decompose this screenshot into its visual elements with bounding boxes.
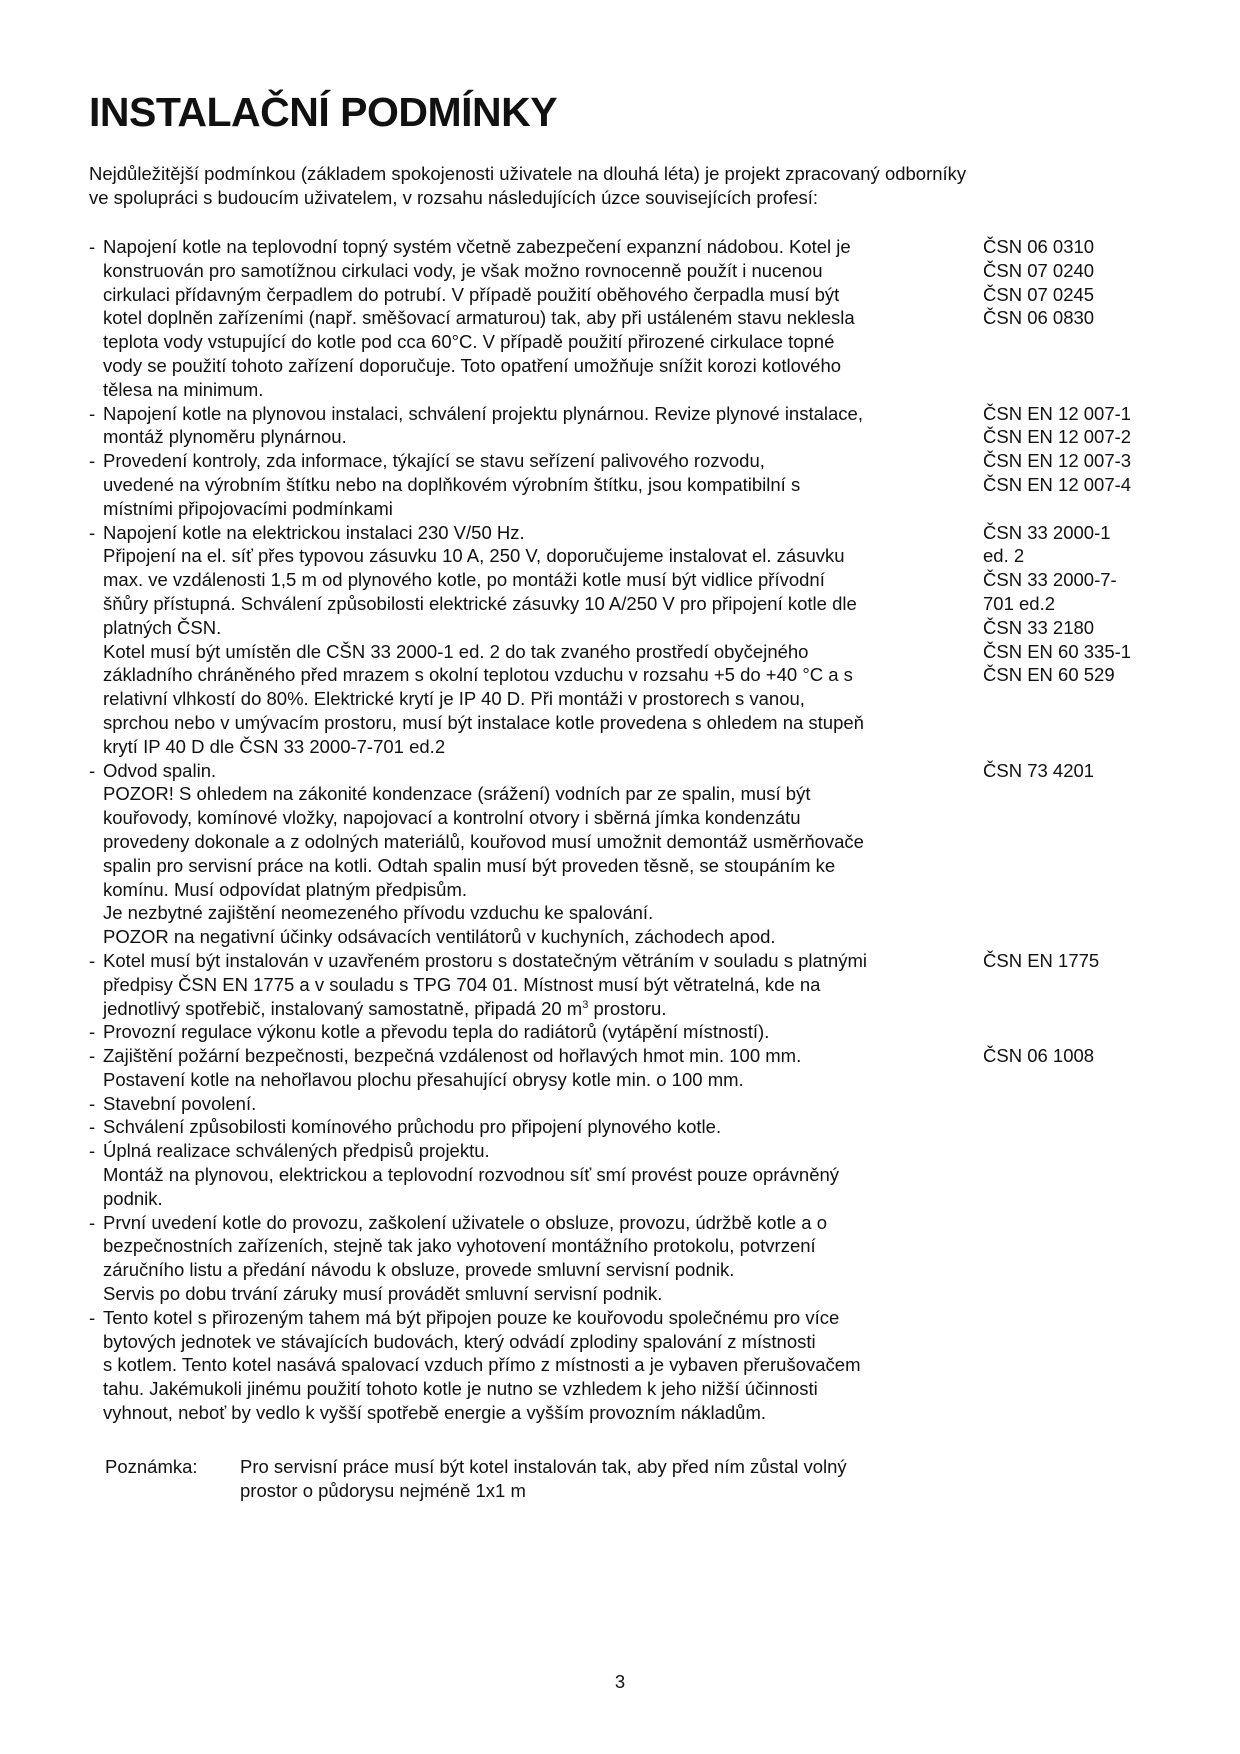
condition-row [89,711,1169,735]
standard-reference: ČSN 73 4201 [983,759,1095,781]
condition-text: sprchou nebo v umývacím prostoru, musí být instalace kotle provedena s ohledem na stupeň [103,711,864,733]
list-dash [89,425,103,449]
condition-text: Je nezbytné zajištění neomezeného přívodu vzduchu ke spalování. [103,902,654,924]
list-dash: - [89,450,96,472]
condition-text: vyhnout, neboť by vedlo k vyšší spotřebě energie a vyšším provozním nákladům. [103,1402,766,1424]
condition-text: Připojení na el. síť přes typovou zásuvku 10 A, 250 V, doporučujeme instalovat el. zásuvku [103,545,845,567]
list-dash [89,1163,103,1187]
standard-reference: 701 ed.2 [983,592,1056,614]
standard-reference [983,687,1163,711]
list-dash: - [89,1092,96,1114]
standard-reference: ČSN EN 60 335-1 [983,640,1132,662]
condition-text: tělesa na minimum. [103,378,264,400]
list-dash [89,901,103,925]
condition-row [89,1306,1169,1330]
standard-reference [983,1306,1163,1330]
condition-text: kotel doplněn zařízeními (např. směšovací armaturou) tak, aby při ustáleném stavu neklesla [103,307,855,329]
list-dash [89,378,103,402]
list-dash [89,854,103,878]
condition-text: Postavení kotle na nehořlavou plochu přesahující obrysy kotle min. o 100 mm. [103,1068,744,1090]
list-dash [89,878,103,902]
condition-row [89,759,1169,783]
page-title: INSTALAČNÍ PODMÍNKY [89,89,558,135]
condition-row [89,283,1169,307]
condition-row [89,782,1169,806]
standard-reference: ČSN EN 12 007-1 [983,402,1132,424]
standard-reference [983,711,1163,735]
intro-line: Nejdůležitější podmínkou (základem spokojenosti uživatele na dlouhá léta) je projekt zpracovaný odborníky [89,163,967,184]
standard-reference [983,1020,1163,1044]
list-dash [89,1282,103,1306]
condition-text: předpisy ČSN EN 1775 a v souladu s TPG 704 01. Místnost musí být větratelná, kde na [103,973,821,995]
condition-row [89,449,1169,473]
list-dash [89,687,103,711]
standard-reference [983,878,1163,902]
list-dash [89,1330,103,1354]
condition-text: konstruován pro samotížnou cirkulaci vody, je však možno rovnocenně použít i nucenou [103,259,823,281]
standard-reference [983,1330,1163,1354]
condition-text: Schválení způsobilosti komínového průchodu pro připojení plynového kotle. [103,1116,722,1138]
list-dash [89,640,103,664]
condition-row [89,1211,1169,1235]
intro-paragraph [89,162,1089,210]
list-dash [89,1401,103,1425]
condition-row [89,425,1169,449]
condition-text: záručního listu a předání návodu k obsluze, provede smluvní servisní podnik. [103,1259,735,1281]
note-text [240,1455,847,1503]
condition-text-part: prostoru. [588,997,667,1019]
standard-reference: ČSN EN 12 007-4 [983,473,1132,495]
condition-row [89,592,1169,616]
condition-text: provedeny dokonale a z odolných materiálů, kouřovod musí umožnit demontáž usměrňovače [103,830,864,852]
condition-row [89,663,1169,687]
standard-reference: ČSN 33 2000-1 [983,521,1111,543]
list-dash [89,283,103,307]
standard-reference [983,782,1163,806]
condition-text: montáž plynoměru plynárnou. [103,426,347,448]
standard-reference: ČSN 07 0240 [983,259,1095,281]
condition-row [89,402,1169,426]
standard-reference: ČSN 06 1008 [983,1045,1095,1067]
condition-row [89,830,1169,854]
condition-text: POZOR na negativní účinky odsávacích ventilátorů v kuchyních, záchodech apod. [103,926,776,948]
standard-reference [983,1115,1163,1139]
standard-reference [983,1282,1163,1306]
list-dash: - [89,1021,96,1043]
standard-reference [983,997,1163,1021]
list-dash [89,616,103,640]
standard-reference [983,1163,1163,1187]
list-dash: - [89,402,96,424]
condition-text: šňůry přístupná. Schválení způsobilosti elektrické zásuvky 10 A/250 V pro připojení kotle dle [103,592,857,614]
condition-row [89,1401,1169,1425]
list-dash: - [89,759,96,781]
note-label: Poznámka: [105,1456,198,1477]
standard-reference: ČSN EN 1775 [983,949,1100,971]
note-block [105,1455,847,1503]
condition-row [89,1044,1169,1068]
list-dash [89,925,103,949]
condition-row [89,687,1169,711]
condition-text: podnik. [103,1187,163,1209]
list-dash [89,782,103,806]
page-number: 3 [614,1671,626,1692]
condition-row [89,1115,1169,1139]
condition-text: Montáž na plynovou, elektrickou a teplovodní rozvodnou síť smí provést pouze oprávněný [103,1164,840,1186]
condition-row [89,544,1169,568]
standard-reference: ČSN 07 0245 [983,283,1095,305]
condition-row [89,497,1169,521]
list-dash [89,806,103,830]
list-dash [89,306,103,330]
list-dash [89,330,103,354]
condition-text: uvedené na výrobním štítku nebo na doplňkovém výrobním štítku, jsou kompatibilní s [103,473,801,495]
condition-row [89,901,1169,925]
condition-text: s kotlem. Tento kotel nasává spalovací vzduch přímo z místnosti a je vybaven přerušovačem [103,1354,861,1376]
list-dash [89,473,103,497]
standard-reference: ČSN EN 60 529 [983,664,1115,686]
list-dash [89,735,103,759]
condition-row [89,997,1169,1021]
condition-row [89,1163,1169,1187]
condition-text: Kotel musí být instalován v uzavřeném prostoru s dostatečným větráním v souladu s platnými [103,949,867,971]
condition-text: krytí IP 40 D dle ČSN 33 2000-7-701 ed.2 [103,735,446,757]
condition-text: bezpečnostních zařízeních, stejně tak jako vyhotovení montážního protokolu, potvrzení [103,1235,816,1257]
list-dash: - [89,1306,96,1328]
condition-row [89,568,1169,592]
condition-text: Tento kotel s přirozeným tahem má být připojen pouze ke kouřovodu společnému pro více [103,1306,840,1328]
list-dash: - [89,236,96,257]
condition-text: První uvedení kotle do provozu, zaškolení uživatele o obsluze, provozu, údržbě kotle a o [103,1211,827,1233]
standard-reference [983,1377,1163,1401]
list-dash: - [89,521,96,543]
standard-reference: ČSN 06 0830 [983,307,1095,329]
condition-row [89,378,1169,402]
list-dash [89,1234,103,1258]
standard-reference: ČSN EN 12 007-3 [983,450,1132,472]
standard-reference [983,830,1163,854]
standard-reference: ed. 2 [983,545,1025,567]
standard-reference [983,1139,1163,1163]
condition-row [89,878,1169,902]
condition-text: komínu. Musí odpovídat platným předpisům. [103,878,468,900]
list-dash: - [89,1211,96,1233]
list-dash [89,1353,103,1377]
standard-reference [983,806,1163,830]
condition-text: Napojení kotle na elektrickou instalaci 230 V/50 Hz. [103,521,525,543]
standard-reference [983,354,1163,378]
standard-reference [983,1068,1163,1092]
condition-row [89,973,1169,997]
standard-reference [983,854,1163,878]
condition-text: relativní vlhkostí do 80%. Elektrické krytí je IP 40 D. Při montáži v prostorech s vanou, [103,688,805,710]
list-dash [89,354,103,378]
list-dash [89,544,103,568]
standard-reference [983,1092,1163,1116]
condition-row [89,854,1169,878]
list-dash [89,1187,103,1211]
standard-reference [983,1353,1163,1377]
standard-reference: ČSN EN 12 007-2 [983,426,1132,448]
condition-text: teplota vody vstupující do kotle pod cca 60°C. V případě použití přirozené cirkulace topné [103,331,835,353]
list-dash: - [89,949,96,971]
note-line: prostor o půdorysu nejméně 1x1 m [240,1480,526,1501]
note-line: Pro servisní práce musí být kotel instalován tak, aby před ním zůstal volný [240,1456,847,1477]
condition-text: Stavební povolení. [103,1092,257,1114]
conditions-list [89,235,1169,1425]
condition-text: Napojení kotle na teplovodní topný systém včetně zabezpečení expanzní nádobou. Kotel je [103,236,851,257]
standard-reference [983,1234,1163,1258]
condition-text [103,997,983,1021]
condition-text: max. ve vzdálenosti 1,5 m od plynového kotle, po montáži kotle musí být vidlice přívodní [103,569,825,591]
standard-reference [983,378,1163,402]
standard-reference: ČSN 06 0310 [983,236,1095,257]
list-dash: - [89,1140,96,1162]
condition-text: spalin pro servisní práce na kotli. Odtah spalin musí být proveden těsně, se stoupáním ke [103,854,836,876]
condition-row [89,330,1169,354]
condition-row [89,306,1169,330]
standard-reference [983,1211,1163,1235]
list-dash [89,973,103,997]
condition-row [89,259,1169,283]
condition-row [89,521,1169,545]
condition-text: Provozní regulace výkonu kotle a převodu tepla do radiátorů (vytápění místností). [103,1021,770,1043]
condition-text: Zajištění požární bezpečnosti, bezpečná vzdálenost od hořlavých hmot min. 100 mm. [103,1045,802,1067]
condition-row [89,1330,1169,1354]
list-dash [89,259,103,283]
condition-row [89,473,1169,497]
list-dash [89,711,103,735]
standard-reference [983,735,1163,759]
standard-reference [983,497,1163,521]
standard-reference [983,973,1163,997]
condition-text: platných ČSN. [103,616,222,638]
condition-row [89,235,1169,259]
list-dash [89,497,103,521]
condition-row [89,1092,1169,1116]
condition-row [89,806,1169,830]
list-dash: - [89,1116,96,1138]
condition-text: cirkulaci přídavným čerpadlem do potrubí. V případě použití oběhového čerpadla musí být [103,283,840,305]
standard-reference [983,925,1163,949]
condition-row [89,925,1169,949]
condition-row [89,640,1169,664]
list-dash: - [89,1045,96,1067]
condition-row [89,1139,1169,1163]
condition-text: Úplná realizace schválených předpisů projektu. [103,1140,490,1162]
list-dash [89,997,103,1021]
condition-text: Kotel musí být umístěn dle CŠN 33 2000-1 ed. 2 do tak zvaného prostředí obyčejného [103,640,809,662]
standard-reference [983,1187,1163,1211]
condition-text: POZOR! S ohledem na zákonité kondenzace (srážení) vodních par ze spalin, musí být [103,783,811,805]
condition-text: kouřovody, komínové vložky, napojovací a kontrolní otvory i sběrná jímka kondenzátu [103,807,801,829]
condition-row [89,1282,1169,1306]
condition-text: místními připojovacími podmínkami [103,497,393,519]
condition-row [89,1020,1169,1044]
condition-row [89,1377,1169,1401]
condition-row [89,1353,1169,1377]
standard-reference [983,1401,1163,1425]
list-dash [89,592,103,616]
condition-text: tahu. Jakémukoli jinému použití tohoto kotle je nutno se vzhledem k jeho nižší účinnosti [103,1378,818,1400]
condition-row [89,1234,1169,1258]
standard-reference: ČSN 33 2000-7- [983,569,1117,591]
condition-text: bytových jednotek ve stávajících budovách, který odvádí zplodiny spalování z místnosti [103,1330,816,1352]
condition-row [89,1258,1169,1282]
standard-reference [983,1258,1163,1282]
intro-line: ve spolupráci s budoucím uživatelem, v rozsahu následujících úzce souvisejících profesí: [89,187,819,208]
list-dash [89,568,103,592]
condition-row [89,1187,1169,1211]
condition-text: Napojení kotle na plynovou instalaci, schválení projektu plynárnou. Revize plynové instalace, [103,402,863,424]
standard-reference: ČSN 33 2180 [983,616,1095,638]
condition-row [89,1068,1169,1092]
list-dash [89,1377,103,1401]
condition-text: Servis po dobu trvání záruky musí provádět smluvní servisní podnik. [103,1283,663,1305]
condition-text-part: jednotlivý spotřebič, instalovaný samostatně, připadá 20 m [103,997,583,1019]
standard-reference [983,901,1163,925]
standard-reference [983,330,1163,354]
condition-text: Odvod spalin. [103,759,217,781]
condition-row [89,735,1169,759]
condition-text: základního chráněného před mrazem s okolní teplotou vzduchu v rozsahu +5 do +40 °C a s [103,664,853,686]
list-dash [89,830,103,854]
condition-row [89,354,1169,378]
condition-row [89,616,1169,640]
list-dash [89,1258,103,1282]
condition-text: Provedení kontroly, zda informace, týkající se stavu seřízení palivového rozvodu, [103,450,765,472]
condition-text: vody se použití tohoto zařízení doporučuje. Toto opatření umožňuje snížit korozi kotlového [103,354,842,376]
list-dash [89,663,103,687]
superscript: 3 [582,998,589,1011]
list-dash [89,1068,103,1092]
condition-row [89,949,1169,973]
